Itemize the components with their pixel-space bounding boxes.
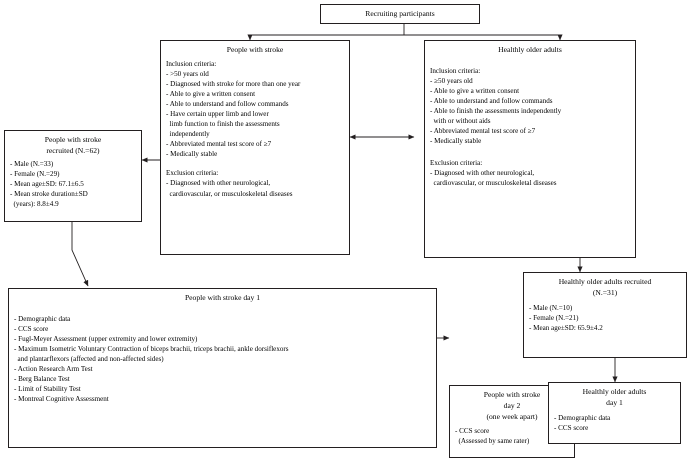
list-item: cardiovascular, or musculoskeletal diseases	[430, 179, 557, 188]
list-item: - Able to understand and follow commands	[166, 100, 289, 109]
list-item: - CCS score	[554, 423, 589, 432]
list-item: - Demographic data	[14, 314, 71, 323]
list-item: - Maximum Isometric Voluntary Contraction of biceps brachii, triceps brachii, ankle dorsiflexors	[14, 344, 289, 353]
healthy-inclusion-list	[430, 76, 630, 146]
people-with-stroke-recruited-box	[4, 130, 142, 222]
healthy-day1-title: Healthly older adults	[582, 387, 647, 396]
list-item: - Have certain upper limb and lower	[166, 110, 269, 119]
list-item: - Able to finish the assessments independently	[430, 107, 562, 116]
list-item: - Able to give a written consent	[430, 86, 520, 95]
list-item: - Medically stable	[166, 150, 218, 159]
stroke-inclusion-list	[166, 69, 344, 160]
recruiting-participants-title: Recruiting participants	[365, 8, 435, 18]
list-item: - CCS score	[455, 427, 490, 436]
list-item: - Male (N.=10)	[529, 303, 573, 312]
healthy-inclusion-heading: Inclusion criteria:	[430, 66, 481, 75]
healthy-recruited-title: Healthly older adults recruited	[558, 277, 652, 286]
list-item: limb function to finish the assessments	[166, 120, 280, 129]
list-item: - Able to understand and follow commands	[430, 96, 553, 105]
recruiting-participants-box	[320, 4, 480, 24]
list-item: - Montreal Cognitive Assessment	[14, 395, 109, 404]
healthy-older-adults-box	[424, 40, 636, 258]
list-item: cardiovascular, or musculoskeletal diseases	[166, 189, 293, 198]
list-item: - CCS score	[14, 324, 49, 333]
people-with-stroke-box	[160, 40, 350, 255]
list-item: - Mean age±SD: 65.9±4.2	[529, 323, 603, 332]
list-item: - Mean age±SD: 67.1±6.5	[10, 179, 84, 188]
stroke-day1-title: People with stroke day 1	[184, 293, 261, 302]
healthy-exclusion-heading: Exclusion criteria:	[430, 159, 483, 168]
healthy-exclusion-list	[430, 168, 630, 188]
list-item: - Abbreviated mental test score of ≥7	[166, 140, 272, 149]
list-item: independently	[166, 130, 210, 139]
list-item: - >50 years old	[166, 69, 209, 78]
list-item: - Limit of Stability Test	[14, 385, 81, 394]
stroke-recruited-title: People with stroke	[44, 135, 102, 144]
list-item: - ≥50 years old	[430, 76, 473, 85]
list-item: - Berg Balance Test	[14, 375, 70, 384]
list-item: - Female (N.=29)	[10, 169, 60, 178]
list-item: (years): 8.8±4.9	[10, 199, 59, 208]
stroke-exclusion-heading: Exclusion criteria:	[166, 169, 219, 178]
list-item: - Abbreviated mental test score of ≥7	[430, 127, 536, 136]
healthy-older-adults-recruited-box	[523, 272, 687, 358]
healthy-day1-title2: day 1	[606, 397, 623, 407]
list-item: with or without aids	[430, 117, 491, 126]
list-item: - Medically stable	[430, 137, 482, 146]
stroke-day2-title3: (one week apart)	[486, 411, 538, 421]
list-item: - Fugl-Meyer Assessment (upper extremity and lower extremity)	[14, 334, 198, 343]
healthy-older-adults-title: Healthly older adults	[498, 45, 562, 54]
stroke-inclusion-heading: Inclusion criteria:	[166, 59, 217, 68]
list-item: - Diagnosed with other neurological,	[166, 179, 271, 188]
stroke-recruited-list	[10, 159, 136, 209]
list-item: - Able to give a written consent	[166, 89, 256, 98]
healthy-older-adults-day-1-box	[548, 382, 681, 444]
stroke-exclusion-list	[166, 178, 344, 198]
healthy-day1-list	[554, 413, 675, 433]
list-item: - Mean stroke duration±SD	[10, 189, 88, 198]
stroke-recruited-title2: recruited (N.=62)	[46, 145, 100, 155]
stroke-day2-title2: day 2	[503, 400, 521, 410]
people-with-stroke-day-1-box	[8, 288, 437, 448]
list-item: - Female (N.=21)	[529, 313, 579, 322]
list-item: - Diagnosed with stroke for more than one year	[166, 79, 301, 88]
people-with-stroke-title: People with stroke	[226, 45, 284, 54]
list-item: - Diagnosed with other neurological,	[430, 169, 535, 178]
list-item: - Male (N.=33)	[10, 159, 54, 168]
healthy-recruited-list	[529, 303, 681, 333]
healthy-recruited-title2: (N.=31)	[592, 287, 618, 297]
stroke-day1-list	[14, 314, 431, 405]
stroke-day2-title: People with stroke	[483, 390, 541, 399]
list-item: - Demographic data	[554, 413, 611, 422]
list-item: (Assessed by same rater)	[455, 437, 530, 446]
list-item: and plantarflexors (affected and non-affected sides)	[14, 355, 164, 364]
list-item: - Action Research Arm Test	[14, 365, 93, 374]
